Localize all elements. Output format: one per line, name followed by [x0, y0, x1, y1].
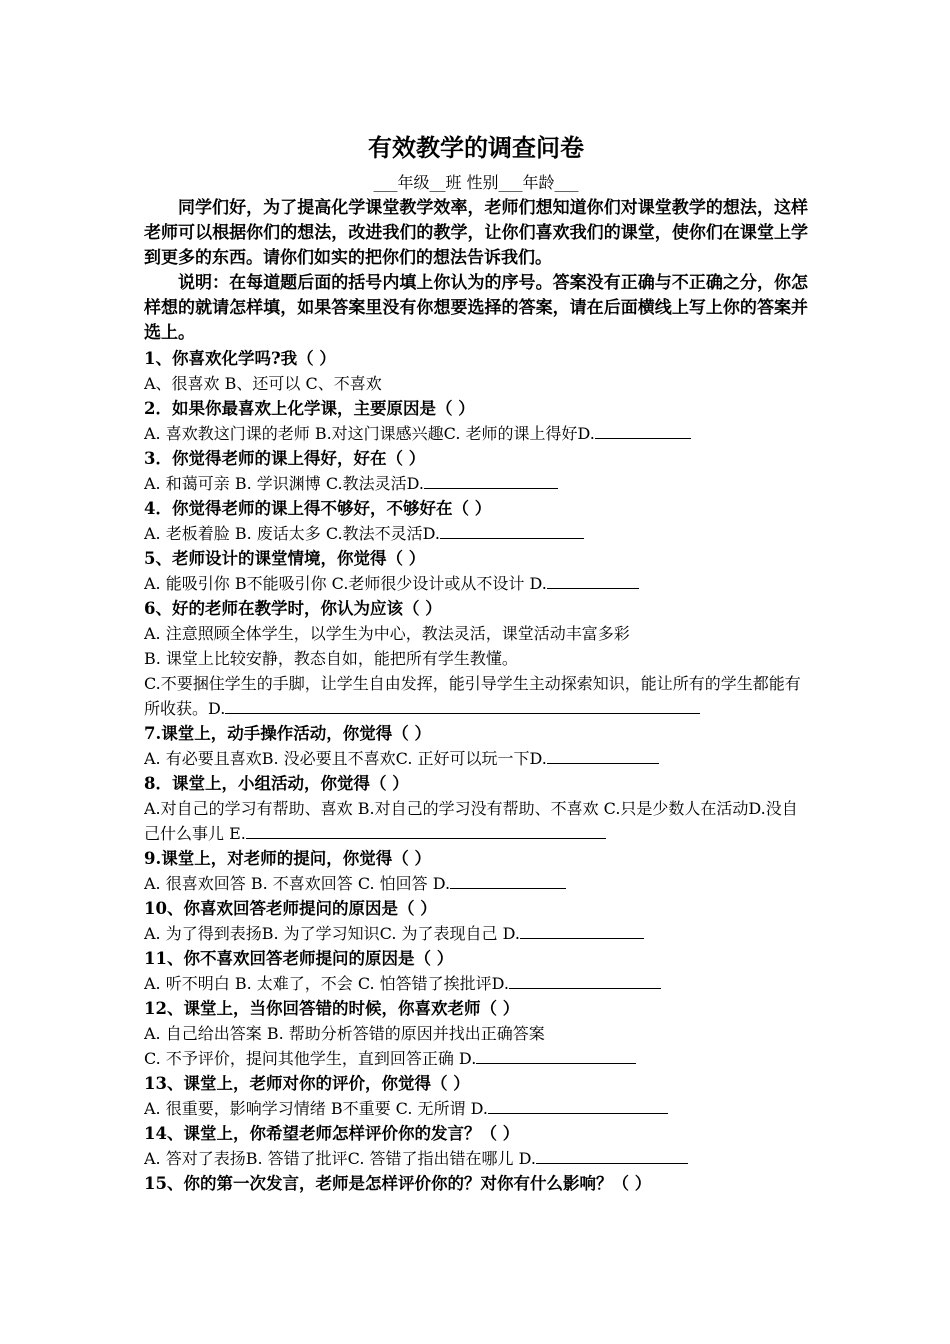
question-3-options-row [144, 471, 808, 496]
question-2-options: A. 喜欢教这门课的老师 B.对这门课感兴趣C. 老师的课上得好D. [144, 424, 595, 443]
question-14-options-row [144, 1146, 808, 1171]
instructions-paragraph: 说明：在每道题后面的括号内填上你认为的序号。答案没有正确与不正确之分，你怎样想的就请怎样填，如果答案里没有你想要选择的答案，请在后面横线上写上你的答案并选上。 [144, 273, 808, 343]
question-5-options-row [144, 571, 808, 596]
question-13-options: A. 很重要，影响学习情绪 B不重要 C. 无所谓 D. [144, 1099, 488, 1118]
page-title: 有效教学的调查问卷 [368, 133, 584, 162]
question-10: 10、你喜欢回答老师提问的原因是（ ） [144, 899, 437, 918]
answer-blank[interactable] [595, 422, 691, 439]
question-12: 12、课堂上，当你回答错的时候，你喜欢老师（ ） [144, 999, 520, 1018]
question-5-options: A. 能吸引你 B不能吸引你 C.老师很少设计或从不设计 D. [144, 574, 547, 593]
question-12-option-ab: A. 自己给出答案 B. 帮助分析答错的原因并找出正确答案 [144, 1024, 545, 1043]
answer-blank[interactable] [424, 472, 558, 489]
question-9-options: A. 很喜欢回答 B. 不喜欢回答 C. 怕回答 D. [144, 874, 451, 893]
answer-blank[interactable] [547, 747, 659, 764]
answer-blank[interactable] [225, 697, 700, 714]
question-7: 7.课堂上，动手操作活动，你觉得（ ） [144, 724, 431, 743]
question-11-options-row [144, 971, 808, 996]
question-13: 13、课堂上，老师对你的评价，你觉得（ ） [144, 1074, 470, 1093]
question-15: 15、你的第一次发言，老师是怎样评价你的？对你有什么影响？（ ） [144, 1174, 652, 1193]
answer-blank[interactable] [547, 572, 639, 589]
question-13-options-row [144, 1096, 808, 1121]
question-6-option-b: B. 课堂上比较安静，教态自如，能把所有学生教懂。 [144, 649, 518, 668]
question-7-options: A. 有必要且喜欢B. 没必要且不喜欢C. 正好可以玩一下D. [144, 749, 547, 768]
answer-blank[interactable] [476, 1047, 636, 1064]
question-8: 8．课堂上，小组活动，你觉得（ ） [144, 774, 409, 793]
question-14-options: A. 答对了表扬B. 答错了批评C. 答错了指出错在哪儿 D. [144, 1149, 536, 1168]
question-6: 6、好的老师在教学时，你认为应该（ ） [144, 599, 442, 618]
question-6-option-c: C.不要捆住学生的手脚，让学生自由发挥，能引导学生主动探索知识，能让所有的学生都能有所收获。D. [144, 674, 801, 718]
answer-blank[interactable] [450, 872, 566, 889]
question-2: 2．如果你最喜欢上化学课，主要原因是（ ） [144, 399, 475, 418]
question-2-options-row [144, 421, 808, 446]
question-8-options: A.对自己的学习有帮助、喜欢 B.对自己的学习没有帮助、不喜欢 C.只是少数人在活动D.没自己什么事儿 E. [144, 799, 798, 843]
answer-blank[interactable] [246, 822, 606, 839]
question-6-option-a: A. 注意照顾全体学生，以学生为中心，教法灵活，课堂活动丰富多彩 [144, 624, 630, 643]
question-3-options: A. 和蔼可亲 B. 学识渊博 C.教法灵活D. [144, 474, 424, 493]
question-10-options-row [144, 921, 808, 946]
answer-blank[interactable] [520, 922, 644, 939]
question-1: 1、你喜欢化学吗?我（ ） [144, 349, 336, 368]
question-9-options-row [144, 871, 808, 896]
question-4-options: A. 老板着脸 B. 废话太多 C.教法不灵活D. [144, 524, 440, 543]
question-4-options-row [144, 521, 808, 546]
question-1-options: A、很喜欢 B、还可以 C、不喜欢 [144, 374, 382, 393]
question-5: 5、老师设计的课堂情境，你觉得（ ） [144, 549, 426, 568]
answer-blank[interactable] [536, 1147, 688, 1164]
question-10-options: A. 为了得到表扬B. 为了学习知识C. 为了表现自己 D. [144, 924, 520, 943]
question-4: 4．你觉得老师的课上得不够好，不够好在（ ） [144, 499, 492, 518]
student-info-line: ___年级__班 性别___年龄___ [373, 173, 579, 192]
answer-blank[interactable] [440, 522, 584, 539]
question-11: 11、你不喜欢回答老师提问的原因是（ ） [144, 949, 454, 968]
question-3: 3．你觉得老师的课上得好，好在（ ） [144, 449, 426, 468]
intro-paragraph: 同学们好，为了提高化学课堂教学效率，老师们想知道你们对课堂教学的想法，这样老师可以根据你们的想法，改进我们的教学，让你们喜欢我们的课堂，使你们在课堂上学到更多的东西。请你们如实的把你们的想法告诉我们。 [144, 198, 808, 268]
question-7-options-row [144, 746, 808, 771]
questionnaire-page [144, 128, 808, 1196]
answer-blank[interactable] [488, 1097, 668, 1114]
question-11-options: A. 听不明白 B. 太难了，不会 C. 怕答错了挨批评D. [144, 974, 510, 993]
answer-blank[interactable] [509, 972, 661, 989]
question-8-options-row [144, 796, 808, 846]
question-14: 14、课堂上，你希望老师怎样评价你的发言？（ ） [144, 1124, 520, 1143]
question-12-options-row [144, 1046, 808, 1071]
question-9: 9.课堂上，对老师的提问，你觉得（ ） [144, 849, 431, 868]
question-12-option-cd: C. 不予评价，提问其他学生，直到回答正确 D. [144, 1049, 477, 1068]
question-6-option-c-row [144, 671, 808, 721]
